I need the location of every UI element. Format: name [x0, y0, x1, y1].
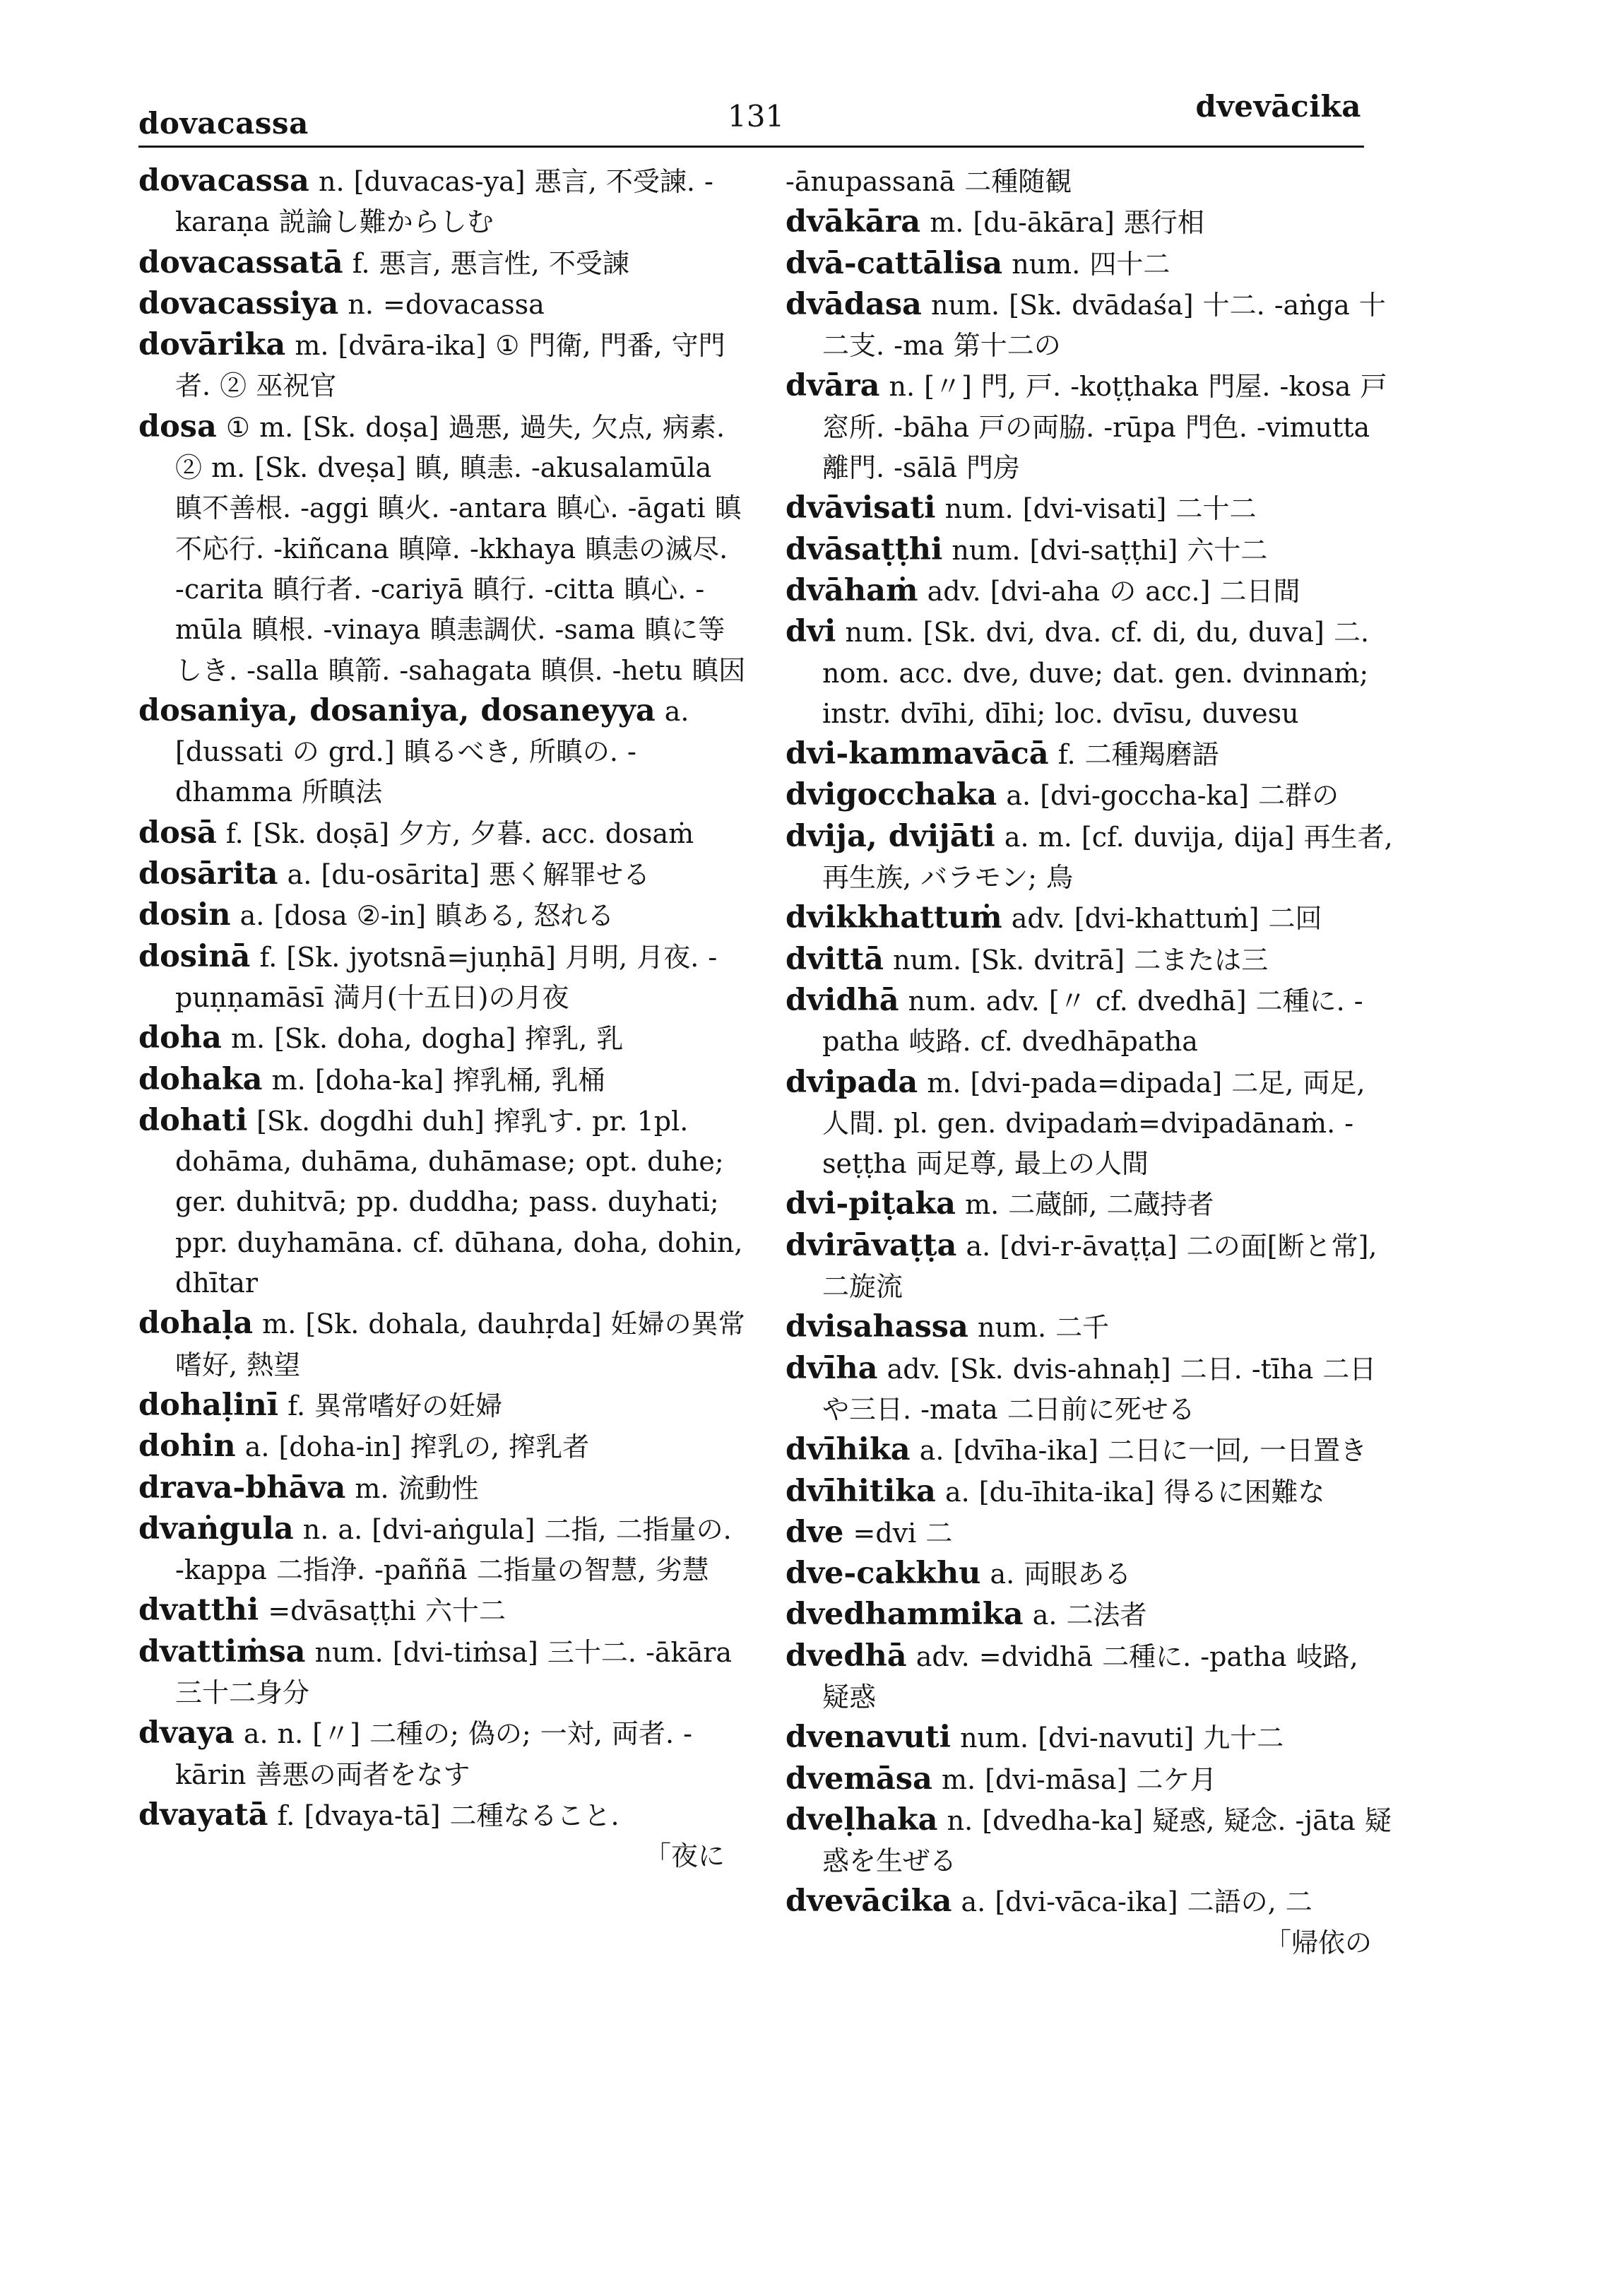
entry-definition: ① m. [Sk. doṣa] 過悪, 過失, 欠点, 病素. ② m. [Sk. dveṣa] 瞋, 瞋恚. -akusalamūla 瞋不善根. -aggi 瞋火. -antara 瞋心. -āgati 瞋不応行. -kiñcana 瞋障. -kkhaya 瞋恚の滅尽. -carita 瞋行者. -cariyā 瞋行. -citta 瞋心. -mūla 瞋根. -vinaya 瞋恚調伏. -sama 瞋に等しき. -salla 瞋箭. -sahagata 瞋倶. -hetu 瞋因 — [175, 411, 746, 686]
entry-definition: a. [dvi-r-āvaṭṭa] 二の面[断と常], 二旋流 — [822, 1230, 1377, 1303]
entry-headword: dvikkhattuṁ — [786, 900, 1002, 936]
entry-headword: dovacassiya — [138, 285, 339, 321]
entry-headword: dosinā — [138, 938, 251, 974]
entry-definition: num. [Sk. dvādaśa] 十二. -aṅga 十二支. -ma 第十二の — [822, 289, 1386, 362]
entry-definition: a. 二法者 — [1032, 1600, 1147, 1631]
dictionary-entry — [138, 407, 746, 691]
dictionary-entry — [786, 898, 1393, 939]
entry-headword: dvigocchaka — [786, 777, 997, 813]
dictionary-entry — [138, 1795, 746, 1836]
entry-headword: dvāvisati — [786, 490, 936, 526]
entry-headword: dveḷhaka — [786, 1802, 938, 1838]
right-column-tail: 「帰依の — [1264, 1927, 1372, 1958]
entry-headword: dvādasa — [786, 286, 922, 322]
left-column-tail: 「夜に — [644, 1840, 725, 1872]
dictionary-entry — [786, 734, 1393, 775]
dictionary-entry — [786, 202, 1393, 243]
entry-definition: adv. [Sk. dvis-ahnaḥ] 二日. -tīha 二日や三日. -mata 二日前に死せる — [822, 1353, 1377, 1425]
entry-headword: dvākāra — [786, 204, 921, 240]
entry-headword: dvi-piṭaka — [786, 1186, 956, 1222]
dictionary-entry — [786, 1636, 1393, 1718]
entry-headword: dvittā — [786, 941, 884, 977]
entry-headword: dvenavuti — [786, 1720, 951, 1756]
entry-headword: dvaṅgula — [138, 1510, 294, 1547]
entry-definition: n. a. [dvi-aṅgula] 二指, 二指量の. -kappa 二指浄. -paññā 二指量の智慧, 劣慧 — [175, 1513, 732, 1586]
entry-definition: adv. [dvi-aha の acc.] 二日間 — [927, 575, 1300, 607]
entry-definition: f. [Sk. jyotsnā=juṇhā] 月明, 月夜. -puṇṇamāsī 満月(十五日)の月夜 — [175, 941, 718, 1013]
entry-headword: dvāsaṭṭhi — [786, 531, 943, 567]
dictionary-entry — [786, 488, 1393, 529]
dictionary-entry — [786, 1881, 1393, 1922]
entry-definition: num. [dvi-navuti] 九十二 — [960, 1722, 1284, 1754]
page-number: 131 — [728, 99, 785, 134]
entry-headword: dvisahassa — [786, 1309, 968, 1345]
entry-headword: dvi-kammavācā — [786, 736, 1049, 772]
entry-definition: [Sk. dogdhi duh] 搾乳す. pr. 1pl. dohāma, duhāma, duhāmase; opt. duhe; ger. duhitvā; pp. duddha; pass. duyhati; ppr. duyhamāna. cf. dūhana, doha, dohin, dhītar — [175, 1105, 743, 1299]
entry-headword: dvija, dvijāti — [786, 818, 995, 854]
entry-headword: dvirāvaṭṭa — [786, 1227, 957, 1263]
entry-headword: dvā-cattālisa — [786, 245, 1003, 281]
dictionary-entry — [786, 940, 1393, 981]
entry-definition: num. [dvi-saṭṭhi] 六十二 — [952, 534, 1268, 566]
entry-definition: m. [doha-ka] 搾乳桶, 乳桶 — [271, 1064, 605, 1096]
entry-definition: f. 異常嗜好の妊婦 — [288, 1390, 503, 1421]
entry-headword: dosa — [138, 408, 217, 444]
entry-headword: dvāhaṁ — [786, 572, 918, 608]
dictionary-entry — [138, 1590, 746, 1631]
entry-headword: dosārita — [138, 856, 278, 892]
entry-definition: =dvi 二 — [853, 1517, 953, 1549]
entry-definition: num. [dvi-tiṁsa] 三十二. -ākāra 三十二身分 — [175, 1636, 733, 1708]
entry-definition: f. [dvaya-tā] 二種なること. — [277, 1799, 620, 1831]
entry-definition: f. [Sk. doṣā] 夕方, 夕暮. acc. dosaṁ — [225, 817, 694, 849]
dictionary-entry — [138, 1426, 746, 1467]
entry-headword: dvattiṁsa — [138, 1633, 306, 1669]
entry-headword: dosin — [138, 897, 231, 933]
entry-definition: num. 二千 — [977, 1312, 1110, 1344]
entry-headword: dosaniya, dosaniya, dosaneyya — [138, 692, 656, 728]
dictionary-entry — [138, 1060, 746, 1101]
entry-headword: dvedhammika — [786, 1597, 1024, 1633]
entry-headword: dohin — [138, 1429, 236, 1465]
dictionary-entry — [138, 854, 746, 895]
entry-headword: dvayatā — [138, 1797, 268, 1833]
entry-definition: num. [Sk. dvi, dva. cf. di, du, duva] 二. nom. acc. dve, duve; dat. gen. dvinnaṁ; instr. dvīhi, dīhi; loc. dvīsu, duvesu — [822, 617, 1370, 729]
dictionary-entry — [786, 1472, 1393, 1513]
entry-headword: dohati — [138, 1102, 248, 1138]
entry-headword: dohaḷa — [138, 1306, 254, 1342]
dictionary-entry — [786, 571, 1393, 612]
entry-definition: m. [dvi-māsa] 二ケ月 — [941, 1763, 1217, 1795]
dictionary-entry — [786, 1554, 1393, 1595]
dictionary-entry — [786, 1349, 1393, 1431]
entry-definition: num. adv. [〃 cf. dvedhā] 二種に. -patha 岐路. cf. dvedhāpatha — [822, 985, 1363, 1058]
entry-definition: a. n. [〃] 二種の; 偽の; 一対, 両者. -kārin 善悪の両者をなす — [175, 1718, 692, 1790]
dictionary-entry — [138, 691, 746, 813]
entry-definition: n. [dvedha-ka] 疑惑, 疑念. -jāta 疑惑を生ぜる — [822, 1804, 1392, 1877]
dictionary-entry — [786, 775, 1393, 816]
entry-definition: m. 二蔵師, 二蔵持者 — [965, 1189, 1214, 1221]
entry-headword: dovārika — [138, 327, 286, 363]
dictionary-entry — [786, 1226, 1393, 1308]
entry-definition: m. [du-ākāra] 悪行相 — [930, 207, 1204, 239]
entry-headword: dvaya — [138, 1715, 235, 1751]
entry-headword: dvipada — [786, 1064, 918, 1100]
entry-definition: m. [Sk. dohala, dauhṛda] 妊婦の異常嗜好, 熱望 — [175, 1308, 745, 1380]
dictionary-entry — [786, 1430, 1393, 1471]
running-head-right: dvevācika — [1195, 89, 1361, 124]
dictionary-entry — [138, 1385, 746, 1426]
entry-definition: a. m. [cf. duvija, dija] 再生者, 再生族, バラモン; 鳥 — [822, 821, 1393, 894]
entry-headword: dovacassatā — [138, 244, 343, 280]
left-column — [138, 161, 746, 1876]
dictionary-entry — [786, 1595, 1393, 1636]
entry-definition: =dvāsaṭṭhi 六十二 — [268, 1595, 506, 1627]
dictionary-entry — [138, 284, 746, 325]
dictionary-entry — [138, 1509, 746, 1591]
entry-definition: adv. [dvi-khattuṁ] 二回 — [1011, 903, 1322, 935]
dictionary-entry — [786, 161, 1393, 202]
entry-headword: dvāra — [786, 368, 880, 404]
entry-definition: a. [du-osārita] 悪く解罪せる — [287, 859, 651, 891]
entry-definition: num. [dvi-visati] 二十二 — [944, 493, 1257, 525]
entry-headword: dvi — [786, 614, 836, 650]
dictionary-entry — [138, 1303, 746, 1385]
entry-definition: a. [dvi-vāca-ika] 二語の, 二 — [961, 1886, 1312, 1918]
entry-definition: a. [doha-in] 搾乳の, 搾乳者 — [244, 1431, 590, 1463]
entry-headword: dve-cakkhu — [786, 1556, 981, 1592]
dictionary-entry — [138, 937, 746, 1019]
entry-headword: dohaka — [138, 1061, 263, 1097]
dictionary-entry — [138, 1632, 746, 1714]
dictionary-entry — [786, 981, 1393, 1063]
entry-definition: n. =dovacassa — [348, 288, 545, 320]
left-entries — [138, 161, 746, 1836]
entry-headword: dvidhā — [786, 982, 899, 1018]
entry-headword: dosā — [138, 815, 217, 851]
entry-definition: n. [duvacas-ya] 悪言, 不受諫. -karaṇa 説論し難からしむ — [175, 166, 713, 238]
dictionary-entry — [786, 1063, 1393, 1185]
dictionary-entry — [786, 366, 1393, 488]
entry-headword: dvemāsa — [786, 1761, 932, 1797]
entry-definition: a. [dosa ②-in] 瞋ある, 怒れる — [239, 900, 615, 932]
header-rule — [138, 146, 1364, 148]
entry-definition: a. [dvi-goccha-ka] 二群の — [1006, 780, 1339, 812]
dictionary-entry — [786, 285, 1393, 367]
dictionary-entry — [786, 1307, 1393, 1348]
entry-headword: doha — [138, 1020, 222, 1056]
entry-definition: a. 両眼ある — [990, 1559, 1132, 1590]
entry-headword: dovacassa — [138, 163, 309, 199]
entry-definition: m. [dvi-pada=dipada] 二足, 両足, 人間. pl. gen. dvipadaṁ=dvipadānaṁ. -seṭṭha 両足尊, 最上の人間 — [822, 1067, 1365, 1180]
entry-definition: n. [〃] 門, 戸. -koṭṭhaka 門屋. -kosa 戸窓所. -bāha 戸の両脇. -rūpa 門色. -vimutta 離門. -sālā 門房 — [822, 371, 1387, 484]
entry-definition: m. [dvāra-ika] ① 門衛, 門番, 守門者. ② 巫祝官 — [175, 330, 725, 402]
entry-definition: f. 二種羯磨語 — [1057, 739, 1219, 771]
dictionary-entry — [786, 1184, 1393, 1225]
dictionary-entry — [786, 612, 1393, 734]
entry-definition: a. [dussati の grd.] 瞋るべき, 所瞋の. -dhamma 所瞋法 — [175, 695, 689, 808]
dictionary-entry — [138, 1101, 746, 1303]
dictionary-entry — [138, 1713, 746, 1795]
entry-definition: m. [Sk. doha, dogha] 搾乳, 乳 — [230, 1023, 624, 1055]
entry-definition: num. [Sk. dvitrā] 二または三 — [893, 944, 1269, 976]
dictionary-entry — [138, 1018, 746, 1059]
dictionary-entry — [138, 1468, 746, 1509]
right-entries — [786, 161, 1393, 1923]
running-head-left: dovacassa — [138, 106, 309, 141]
dictionary-entry — [786, 1800, 1393, 1882]
dictionary-entry — [786, 530, 1393, 571]
dictionary-entry — [138, 895, 746, 936]
entry-definition: a. [dvīha-ika] 二日に一回, 一日置き — [919, 1435, 1368, 1467]
dictionary-entry — [138, 813, 746, 854]
dictionary-entry — [786, 1717, 1393, 1758]
dictionary-entry — [138, 161, 746, 243]
dictionary-entry — [786, 817, 1393, 899]
dictionary-entry — [138, 243, 746, 284]
entry-headword: dvīhitika — [786, 1473, 936, 1509]
entry-definition: num. 四十二 — [1012, 248, 1170, 280]
entry-headword: drava-bhāva — [138, 1470, 346, 1506]
entry-headword: dvatthi — [138, 1592, 259, 1628]
entry-definition: f. 悪言, 悪言性, 不受諫 — [352, 247, 629, 279]
entry-headword: dvīha — [786, 1350, 878, 1386]
dictionary-entry — [786, 1513, 1393, 1554]
entry-headword: dve — [786, 1514, 844, 1550]
entry-definition: -ānupassanā 二種随観 — [786, 166, 1072, 197]
entry-definition: adv. =dvidhā 二種に. -patha 岐路, 疑惑 — [822, 1640, 1358, 1713]
right-column — [786, 161, 1393, 1963]
entry-definition: a. [du-īhita-ika] 得るに困難な — [944, 1476, 1325, 1508]
dictionary-entry — [786, 1759, 1393, 1800]
entry-definition: m. 流動性 — [355, 1472, 479, 1504]
entry-headword: dvedhā — [786, 1638, 907, 1674]
dictionary-entry — [786, 244, 1393, 285]
entry-headword: dvevācika — [786, 1884, 952, 1920]
entry-headword: dohaḷinī — [138, 1387, 279, 1423]
entry-headword: dvīhika — [786, 1432, 911, 1468]
dictionary-entry — [138, 325, 746, 407]
